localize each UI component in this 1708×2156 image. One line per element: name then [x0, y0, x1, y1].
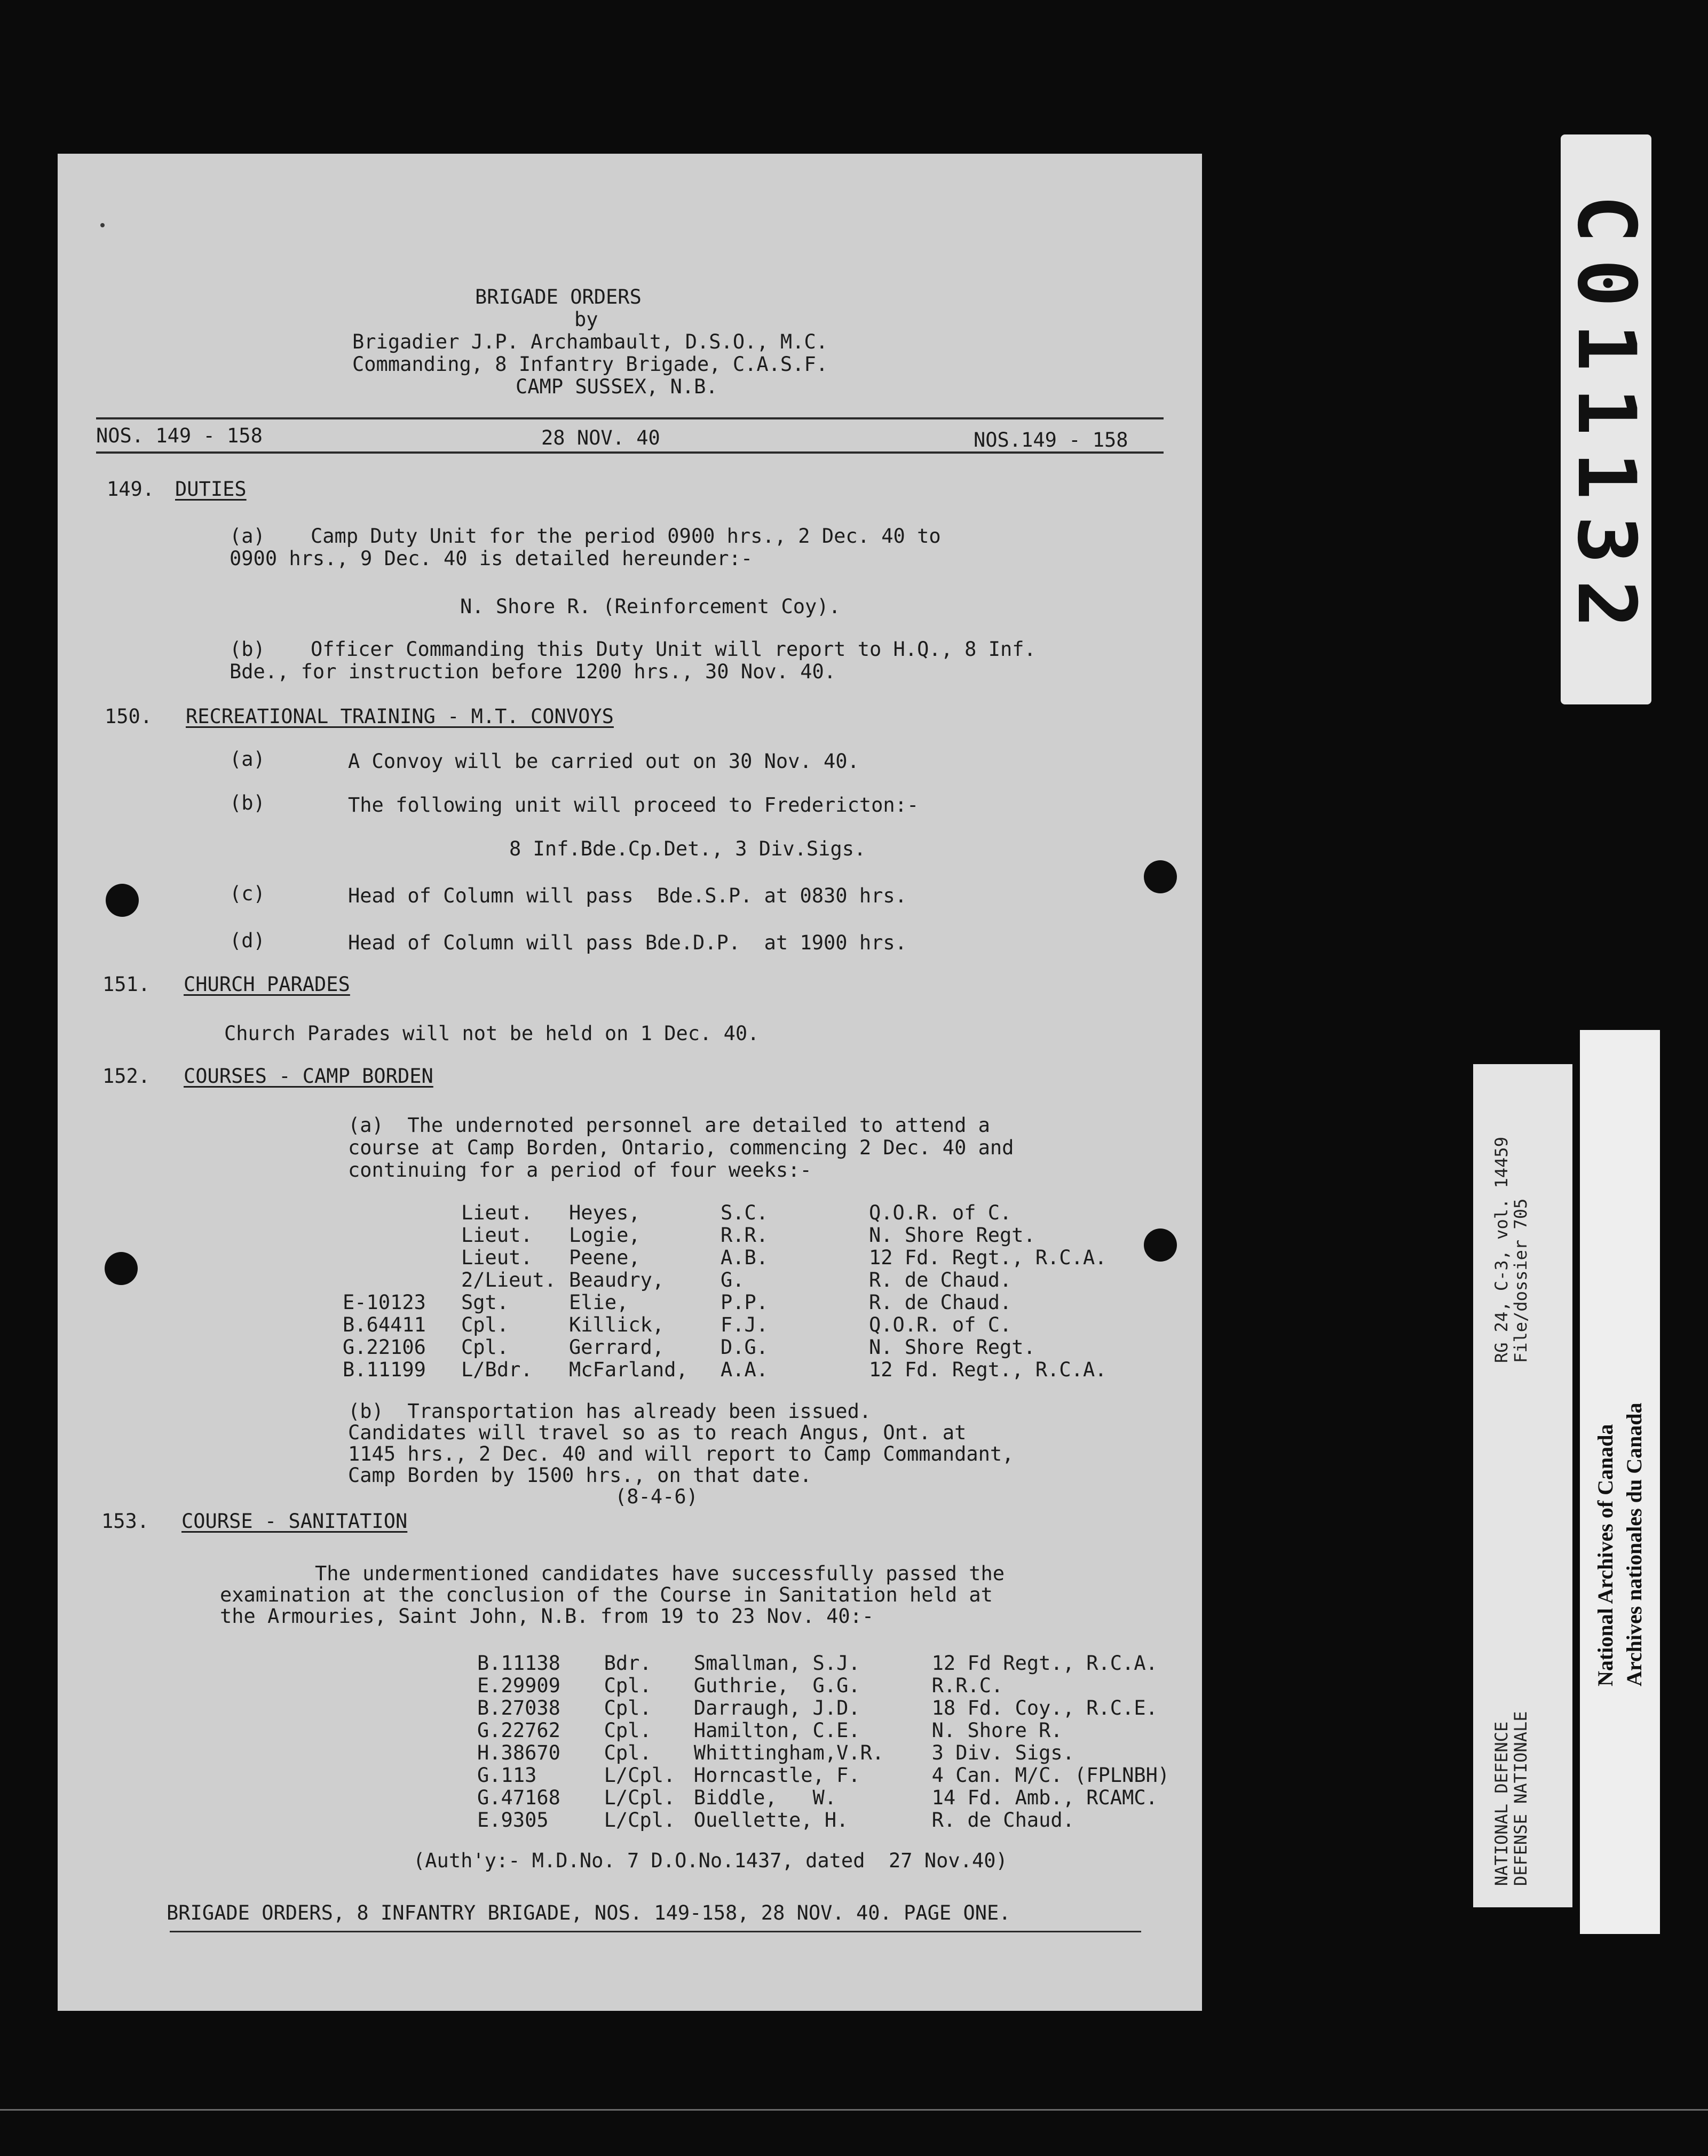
cell-rank: Lieut. [461, 1246, 533, 1269]
para-text: Camp Duty Unit for the period 0900 hrs., 2 Dec. 40 to [311, 525, 941, 548]
section-number: 150. [105, 705, 153, 728]
para-text: Officer Commanding this Duty Unit will report to H.Q., 8 Inf. [311, 638, 1036, 661]
para-text: (a) The undernoted personnel are detailed to attend a [348, 1114, 990, 1137]
cell-name: Biddle, W. [693, 1786, 837, 1809]
para-text: Camp Borden by 1500 hrs., on that date. [348, 1464, 812, 1487]
cell-no: E-10123 [343, 1291, 426, 1314]
cell-unit: Q.O.R. of C. [869, 1201, 1012, 1224]
orders-date: 28 NOV. 40 [541, 426, 660, 449]
section-title: COURSE - SANITATION [181, 1510, 408, 1533]
para-text: Head of Column will pass Bde.S.P. at 0830 hrs. [348, 884, 907, 907]
cell-unit: R. de Chaud. [869, 1269, 1012, 1291]
cell-no: G.47168 [477, 1786, 560, 1809]
table-row [343, 1202, 1168, 1224]
bottom-edge-line [0, 2109, 1708, 2111]
table-row [343, 1314, 1168, 1336]
cell-no: B.64411 [343, 1313, 426, 1336]
cell-name: Heyes, [569, 1201, 640, 1224]
punch-hole [1144, 1228, 1177, 1262]
para-text: continuing for a period of four weeks:- [348, 1159, 812, 1182]
department-line: DEFENSE NATIONALE [1511, 1711, 1531, 1886]
cell-unit: 3 Div. Sigs. [931, 1741, 1074, 1764]
authority-line: (Auth'y:- M.D.No. 7 D.O.No.1437, dated 27 Nov.40) [413, 1849, 1008, 1872]
cell-init: F.J. [721, 1313, 769, 1336]
candidates-table [477, 1652, 1202, 1832]
cell-unit: R.R.C. [931, 1674, 1003, 1697]
cell-init: A.B. [721, 1246, 769, 1269]
para-text: Church Parades will not be held on 1 Dec. 40. [224, 1022, 760, 1045]
file-reference: (8-4-6) [615, 1485, 698, 1508]
para-text: Head of Column will pass Bde.D.P. at 1900 hrs. [348, 931, 907, 954]
cell-rank: Bdr. [604, 1652, 652, 1675]
cell-no: B.11199 [343, 1358, 426, 1381]
punch-hole [106, 884, 139, 917]
table-row [477, 1809, 1202, 1832]
table-row [343, 1336, 1168, 1359]
table-row [343, 1291, 1168, 1314]
cell-no: H.38670 [477, 1741, 560, 1764]
cell-name: Darraugh, J.D. [693, 1697, 860, 1719]
punch-hole [1144, 860, 1177, 893]
para-text: the Armouries, Saint John, N.B. from 19 to 23 Nov. 40:- [220, 1605, 874, 1628]
reference-line: RG 24, C-3, vol. 14459 [1491, 1137, 1512, 1363]
cell-rank: L/Cpl. [604, 1786, 676, 1809]
para-label: (c) [230, 882, 265, 905]
cell-rank: L/Bdr. [461, 1358, 533, 1381]
cell-name: Ouellette, H. [693, 1809, 849, 1832]
cell-no: E.29909 [477, 1674, 560, 1697]
reference-line: File/dossier 705 [1511, 1198, 1531, 1363]
cell-rank: Cpl. [461, 1313, 509, 1336]
cell-unit: R. de Chaud. [869, 1291, 1012, 1314]
footer-rule [170, 1931, 1141, 1932]
para-text: examination at the conclusion of the Course in Sanitation held at [220, 1583, 993, 1606]
cell-name: Peene, [569, 1246, 640, 1269]
table-row [343, 1224, 1168, 1247]
cell-rank: Sgt. [461, 1291, 509, 1314]
cell-unit: 12 Fd Regt., R.C.A. [931, 1652, 1158, 1675]
para-text: The following unit will proceed to Fredericton:- [348, 794, 919, 817]
cell-rank: Cpl. [604, 1697, 652, 1719]
cell-no [343, 1202, 461, 1224]
cell-unit: R. de Chaud. [931, 1809, 1074, 1832]
table-row [343, 1247, 1168, 1269]
para-text: The undermentioned candidates have successfully passed the [315, 1562, 1005, 1585]
cell-name: Killick, [569, 1313, 665, 1336]
cell-unit: 14 Fd. Amb., RCAMC. [931, 1786, 1158, 1809]
cell-no: B.27038 [477, 1697, 560, 1719]
header-rule-top [96, 417, 1164, 419]
page-footer: BRIGADE ORDERS, 8 INFANTRY BRIGADE, NOS. 149-158, 28 NOV. 40. PAGE ONE. [167, 1901, 1011, 1924]
para-label: (a) [230, 525, 265, 548]
cell-unit: N. Shore Regt. [869, 1224, 1035, 1247]
para-label: (a) [230, 748, 265, 771]
table-row [477, 1719, 1202, 1742]
cell-rank: Cpl. [604, 1674, 652, 1697]
para-text: (b) Transportation has already been issued. [348, 1400, 872, 1423]
cell-no: G.22762 [477, 1719, 560, 1742]
cell-unit: 12 Fd. Regt., R.C.A. [869, 1246, 1107, 1269]
header-command: Commanding, 8 Infantry Brigade, C.A.S.F. [352, 353, 828, 376]
document-page [58, 154, 1202, 2011]
cell-name: Logie, [569, 1224, 640, 1247]
section-number: 149. [107, 478, 155, 501]
cell-rank: Cpl. [604, 1719, 652, 1742]
para-text: Bde., for instruction before 1200 hrs., 30 Nov. 40. [230, 660, 836, 683]
duty-unit: N. Shore R. (Reinforcement Coy). [460, 595, 841, 618]
cell-rank: 2/Lieut. [461, 1269, 557, 1291]
cell-unit: Q.O.R. of C. [869, 1313, 1012, 1336]
section-title: RECREATIONAL TRAINING - M.T. CONVOYS [186, 705, 614, 728]
cell-rank: Cpl. [604, 1741, 652, 1764]
cell-name: Gerrard, [569, 1336, 665, 1359]
cell-no [343, 1224, 461, 1247]
header-by: by [574, 308, 598, 331]
cell-unit: N. Shore Regt. [869, 1336, 1035, 1359]
cell-unit: N. Shore R. [931, 1719, 1063, 1742]
convoy-unit: 8 Inf.Bde.Cp.Det., 3 Div.Sigs. [509, 837, 866, 860]
personnel-table [343, 1202, 1168, 1381]
cell-name: Beaudry, [569, 1269, 665, 1291]
cell-unit: 18 Fd. Coy., R.C.E. [931, 1697, 1158, 1719]
cell-name: Smallman, S.J. [693, 1652, 860, 1675]
cell-no: G.113 [477, 1764, 537, 1787]
archives-name-en: National Archives of Canada [1593, 1424, 1617, 1686]
table-row [477, 1764, 1202, 1787]
cell-unit: 4 Can. M/C. (FPLNBH) [931, 1764, 1170, 1787]
archive-reference-label [1473, 1064, 1572, 1907]
cell-init: G. [721, 1269, 745, 1291]
cell-name: Whittingham,V.R. [693, 1741, 884, 1764]
cell-rank: Lieut. [461, 1224, 533, 1247]
cell-init: D.G. [721, 1336, 769, 1359]
header-title: BRIGADE ORDERS [475, 286, 642, 308]
cell-no: G.22106 [343, 1336, 426, 1359]
ink-mark [100, 223, 105, 227]
para-text: course at Camp Borden, Ontario, commencing 2 Dec. 40 and [348, 1136, 1014, 1159]
orders-numbers-right: NOS.149 - 158 [974, 429, 1128, 451]
para-text: 0900 hrs., 9 Dec. 40 is detailed hereunder:- [230, 547, 753, 570]
table-row [343, 1359, 1168, 1381]
cell-init: A.A. [721, 1358, 769, 1381]
national-archives-label [1580, 1030, 1660, 1934]
table-row [343, 1269, 1168, 1291]
cell-name: McFarland, [569, 1358, 688, 1381]
cell-init: R.R. [721, 1224, 769, 1247]
para-label: (d) [230, 929, 265, 952]
cell-name: Elie, [569, 1291, 629, 1314]
section-number: 151. [102, 973, 151, 996]
cell-rank: L/Cpl. [604, 1764, 676, 1787]
para-text: Candidates will travel so as to reach Angus, Ont. at [348, 1421, 967, 1444]
archives-name-fr: Archives nationales du Canada [1622, 1402, 1646, 1686]
cell-name: Guthrie, G.G. [693, 1674, 860, 1697]
cell-no: B.11138 [477, 1652, 560, 1675]
cell-rank: Lieut. [461, 1201, 533, 1224]
section-number: 152. [102, 1065, 151, 1088]
header-location: CAMP SUSSEX, N.B. [516, 375, 718, 398]
section-title: CHURCH PARADES [184, 973, 350, 996]
para-text: A Convoy will be carried out on 30 Nov. 40. [348, 750, 859, 773]
section-title: COURSES - CAMP BORDEN [184, 1065, 433, 1088]
table-row [477, 1697, 1202, 1719]
accession-number: C011132 [1560, 194, 1652, 645]
para-label: (b) [230, 638, 265, 661]
orders-numbers-left: NOS. 149 - 158 [96, 424, 263, 447]
cell-init: P.P. [721, 1291, 769, 1314]
cell-name: Horncastle, F. [693, 1764, 860, 1787]
cell-rank: Cpl. [461, 1336, 509, 1359]
cell-no [343, 1247, 461, 1269]
table-row [477, 1742, 1202, 1764]
para-label: (b) [230, 791, 265, 814]
cell-no [343, 1269, 461, 1291]
department-line: NATIONAL DEFENCE [1491, 1721, 1512, 1886]
table-row [477, 1675, 1202, 1697]
header-rule-bottom [96, 451, 1164, 454]
header-brigadier: Brigadier J.P. Archambault, D.S.O., M.C. [352, 330, 828, 353]
cell-rank: L/Cpl. [604, 1809, 676, 1832]
section-title: DUTIES [175, 478, 247, 501]
cell-unit: 12 Fd. Regt., R.C.A. [869, 1358, 1107, 1381]
table-row [477, 1652, 1202, 1675]
para-text: 1145 hrs., 2 Dec. 40 and will report to Camp Commandant, [348, 1442, 1014, 1465]
cell-name: Hamilton, C.E. [693, 1719, 860, 1742]
section-number: 153. [101, 1510, 149, 1533]
table-row [477, 1787, 1202, 1809]
accession-tag [1561, 134, 1651, 704]
punch-hole [105, 1252, 138, 1285]
cell-no: E.9305 [477, 1809, 549, 1832]
cell-init: S.C. [721, 1201, 769, 1224]
